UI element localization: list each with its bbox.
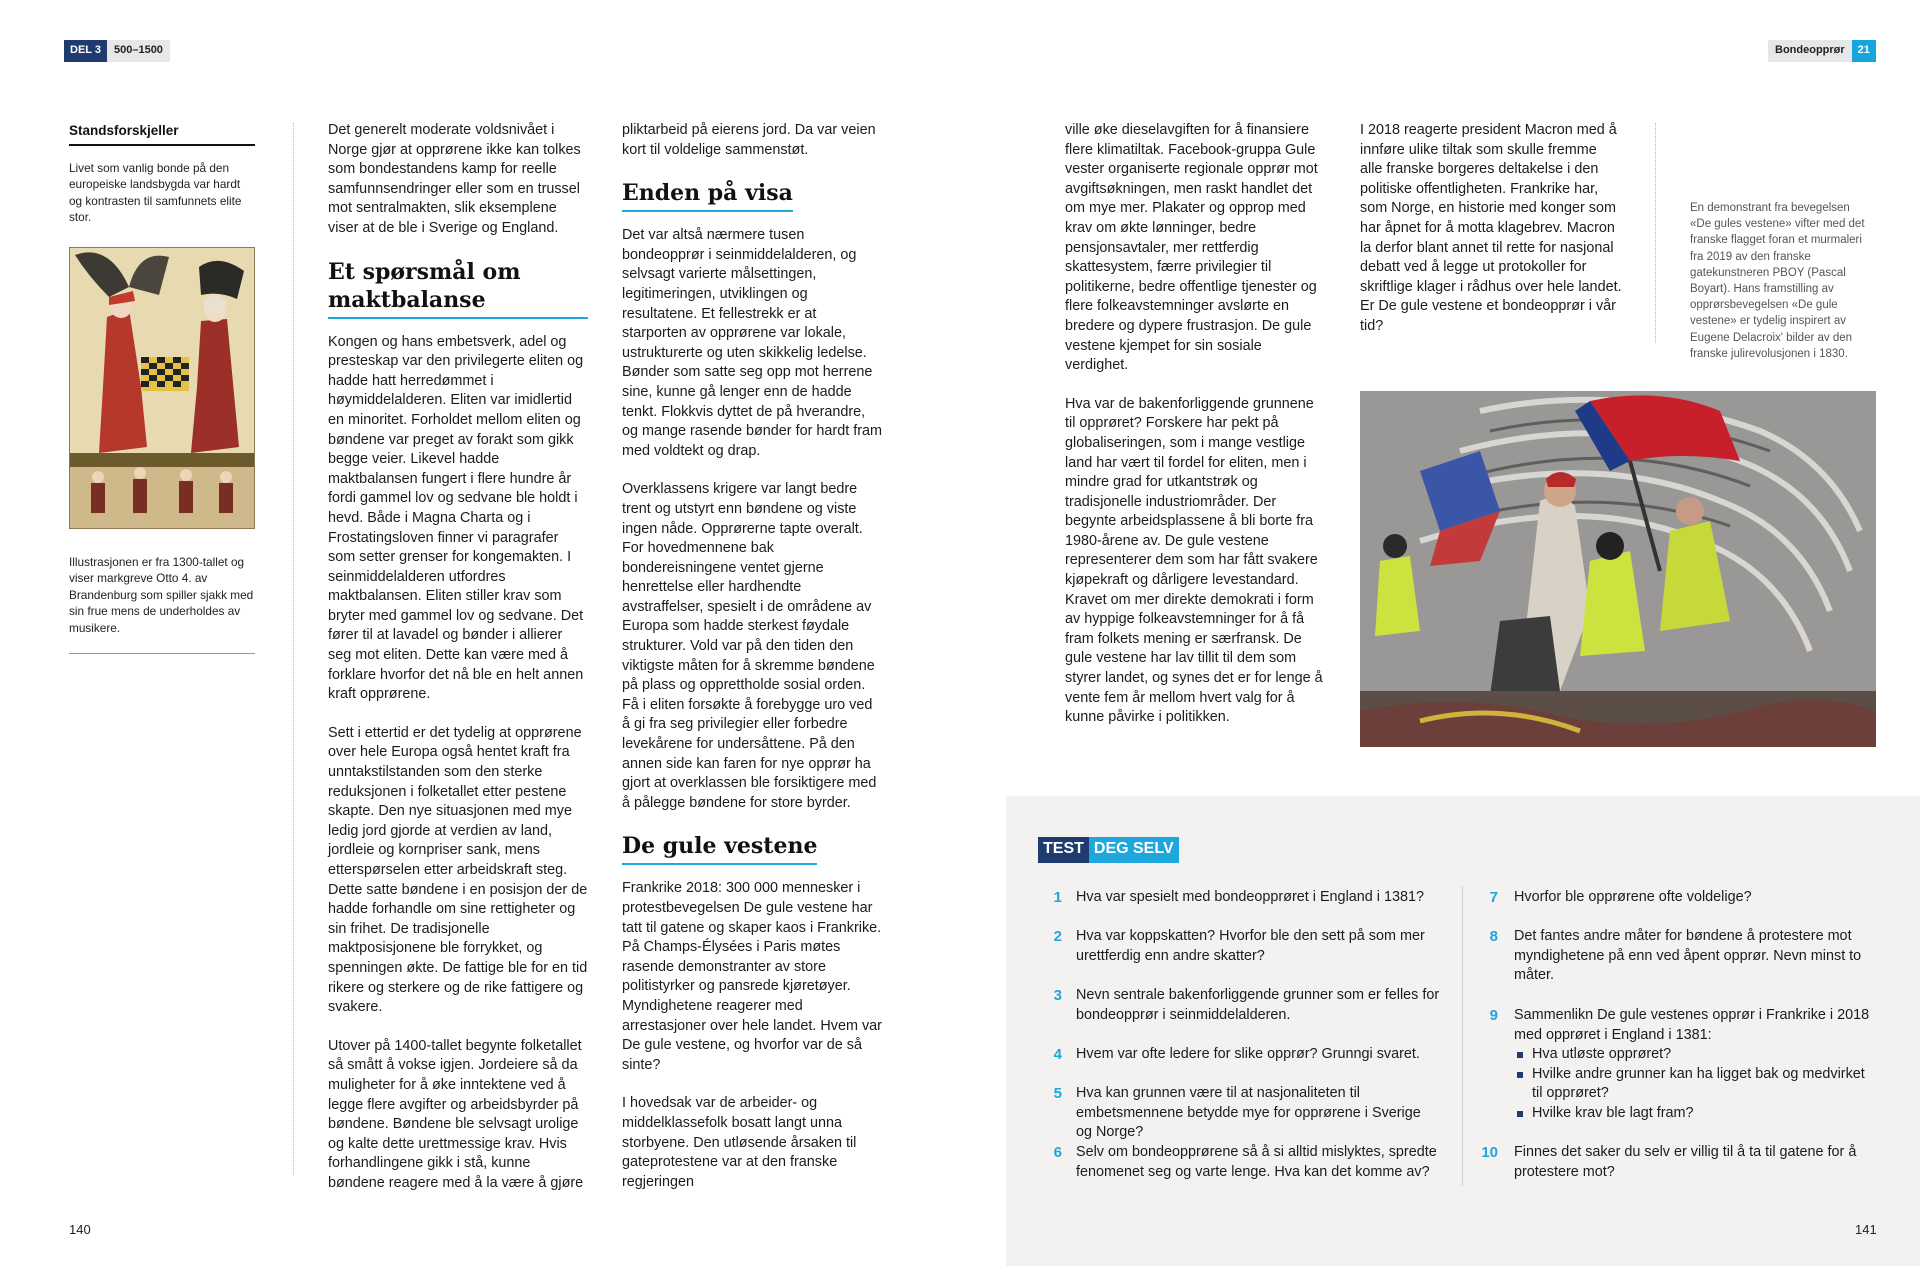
section-heading-maktbalanse: Et spørsmål om maktbalanse — [328, 258, 588, 319]
question-number: 7 — [1489, 889, 1498, 906]
paragraph: Overklassens krigere var langt bedre trent og utstyrt enn bøndene og viste ingen nåde. Opprørerne tapte overalt. For hovedmennene bak bondereisningene ventet gjerne henrettelse eller hardhendte avstraffelser, spesielt i de områdene av Europa som hadde sterkest føydale strukturer. Vold var på den tiden den viktigste måten for å skremme bøndene på plass og opprettholde sosial orden. Få i eliten forsøkte å forebygge uro ved å gi fra seg privilegier eller forbedre levekårene for undersåttene. På den annen side kan faren for nye opprør ha gjort at overklassen ble forsiktigere med å pålegge bøndene for store byrder. — [622, 481, 877, 811]
test-label-b: DEG SELV — [1089, 837, 1179, 863]
photo-caption: En demonstrant fra bevegelsen «De gules vestene» vifter med det franske flagget foran et murmaleri fra 2019 av den franske gatekunstneren PBOY (Pascal Boyart). Hans framstilling av opprørsbevegelsen «De gule vestene» er tydelig inspirert av Eugene Delacroix' bilder av den franske julirevolusjonen i 1830. — [1690, 202, 1865, 360]
illustration-caption: Illustrasjonen er fra 1300-tallet og viser markgreve Otto 4. av Brandenburg som spiller sjakk med sin frue mens de underholdes av musikere. — [69, 555, 254, 635]
question-number: 8 — [1489, 928, 1498, 945]
question-3 — [1040, 986, 1440, 1025]
caption-divider — [1655, 123, 1656, 343]
question-1 — [1040, 888, 1440, 908]
section-number: 21 — [1852, 40, 1876, 62]
question-number: 2 — [1053, 928, 1062, 945]
question-5 — [1040, 1084, 1440, 1143]
question-8 — [1470, 927, 1870, 986]
question-text: Det fantes andre måter for bøndene å protestere mot myndighetene på enn ved åpent opprør. Nevn minst to måter. — [1514, 928, 1862, 984]
section-title: Bondeopprør — [1768, 40, 1852, 62]
part-label: DEL 3 — [64, 40, 107, 62]
question-9 — [1470, 1006, 1870, 1124]
question-number: 5 — [1053, 1085, 1062, 1102]
protest-mural-image — [1360, 391, 1876, 747]
bullet-item: Hvilke krav ble lagt fram? — [1514, 1104, 1870, 1124]
test-label-a: TEST — [1038, 837, 1089, 863]
question-text: Selv om bondeopprørene så å si alltid mislyktes, spredte fenomenet seg og varte lenge. Hva kan det komme av? — [1076, 1144, 1437, 1180]
column-2 — [622, 121, 884, 1192]
bullet-item: Hvilke andre grunner kan ha ligget bak og medvirket til opprøret? — [1514, 1065, 1870, 1104]
sidebar — [69, 123, 255, 226]
question-text: Hva kan grunnen være til at nasjonaliteten til embetsmennene betydde mye for opprørene i Sverige og Norge? — [1076, 1085, 1421, 1141]
medieval-illustration — [69, 247, 255, 529]
chess-scene-image — [69, 247, 255, 529]
paragraph: ville øke dieselavgiften for å finansiere flere klimatiltak. Facebook-gruppa Gule vester organiserte regionale opprør mot avgiftsøkningen, men raskt handlet det om mye mer. Plakater og opprop med krav om økte lønninger, bedre pensjonsavtaler, mer rettferdig skattesystem, færre privilegier til politikerne, bedre offentlige tjenester og flere folkeavstemninger avslørte en bredere og dypere frustrasjon. De gule vestene kjempet for sin sosiale verdighet. — [1065, 122, 1318, 374]
test-label — [1038, 837, 1179, 863]
paragraph: Det generelt moderate voldsnivået i Norge gjør at opprørene ikke kan tolkes som bondestandens kamp for reelle samfunnsendringer eller som en trussel mot sentralmakten, slik eksemplene viser at de ble i Sverige og England. — [328, 122, 581, 236]
question-text: Hvem var ofte ledere for slike opprør? Grunngi svaret. — [1076, 1046, 1420, 1062]
column-1 — [328, 121, 588, 1194]
sidebar-bottom-rule — [69, 653, 255, 654]
paragraph: Utover på 1400-tallet begynte folketallet så smått å vokse igjen. Jordeiere så da muligheter for å øke inntektene ved å legge flere avgifter og arbeidsbyrder på bøndene. Bøndene ble selvsagt urolige og kalte dette urettmessige krav. Hvis forhandlingene gikk i stå, kunne bøndene reagere med å la være å gjøre — [328, 1037, 584, 1191]
period-label: 500–1500 — [107, 40, 170, 62]
gule-vestene-photo — [1360, 391, 1876, 747]
page-number-left: 140 — [69, 1222, 91, 1237]
question-9-bullets — [1514, 1045, 1870, 1123]
chapter-tag — [64, 40, 170, 62]
column-3 — [1065, 121, 1327, 728]
question-text: Nevn sentrale bakenforliggende grunner som er felles for bondeopprør i seinmiddelalderen. — [1076, 987, 1440, 1023]
section-heading-enden: Enden på visa — [622, 179, 793, 212]
question-4 — [1040, 1045, 1440, 1065]
question-number: 6 — [1053, 1144, 1062, 1161]
paragraph: I hovedsak var de arbeider- og middelklassefolk bosatt langt unna storbyene. Den utløsende årsaken til gateprotestene var at den franske regjeringen — [622, 1095, 857, 1190]
question-6 — [1040, 1143, 1440, 1182]
paragraph: I 2018 reagerte president Macron med å innføre ulike tiltak som skulle fremme alle franske borgeres deltakelse i den politiske offentligheten. Frankrike har, som Norge, en historie med konger som har åpnet for å motta klagebrev. Macron la derfor blant annet til rette for nasjonal debatt ved å legge ut protokoller for skriftlige klager i rådhus over hele landet. Er De gule vestene et bondeopprør i vår tid? — [1360, 122, 1622, 334]
question-text: Hvorfor ble opprørene ofte voldelige? — [1514, 889, 1752, 905]
paragraph: Det var altså nærmere tusen bondeopprør i seinmiddelalderen, og selvsagt varierte målsettingen, legitimeringen, utviklingen og resultatene. Et fellestrekk er at starporten av opprørene var lokale, ustrukturerte og uten skikkelig ledelse. Bønder som satte seg opp mot herrene sine, kunne gå lenger enn de hadde tenkt. Flokkvis dyttet de på hverandre, og mange rasende bønder for hardt fram med voldtekt og drap. — [622, 227, 882, 459]
section-heading-gule-vestene: De gule vestene — [622, 832, 817, 865]
paragraph: pliktarbeid på eierens jord. Da var veien kort til voldelige sammenstøt. — [622, 122, 876, 158]
paragraph: Kongen og hans embetsverk, adel og presteskap var den privilegerte eliten og hadde hatt herredømmet i høymiddelalderen. Eliten var imidlertid en minoritet. Forholdet mellom eliten og bøndene var preget av forakt som gikk begge veier. Likevel hadde maktbalansen fungert i flere hundre år fordi gammel lov og sedvane ble holdt i hevd. Både i Magna Charta og i Frostatingsloven finner vi paragrafer som setter grenser for kongemakten. I seinmiddelalderen utfordres maktbalansen. Eliten stiller krav som bryter med gammel lov og sedvane. Det fører til at lavadel og bønder i allierer seg mot eliten. Dette kan være med å forklare hvorfor det nå ble en helt annen kraft opprørene. — [328, 333, 584, 703]
question-7 — [1470, 888, 1870, 908]
bullet-item: Hva utløste opprøret? — [1514, 1045, 1870, 1065]
section-tag — [1768, 40, 1876, 62]
sidebar-intro: Livet som vanlig bonde på den europeiske landsbygda var hardt og kontrasten til samfunnets elite stor. — [69, 161, 242, 225]
question-number: 3 — [1053, 987, 1062, 1004]
column-4 — [1360, 121, 1622, 337]
column-divider — [293, 123, 294, 1175]
question-2 — [1040, 927, 1440, 966]
paragraph: Sett i ettertid er det tydelig at opprørene over hele Europa også hentet kraft fra unntakstilstanden som den sterke reduksjonen i folketallet etter pestene skapte. Den nye situasjonen med mye ledig jord gjorde at verdien av land, jordleie og kornpriser sank, mens etterspørselen etter arbeidskraft steg. Dette satte bøndene i en posisjon der de hadde forhandle om sine rettigheter og sin frihet. De tradisjonelle maktposisjonene ble forrykket, og spenningen økte. De fattige ble for en tid rikere og sterkere og de rike fattigere og svakere. — [328, 724, 588, 1016]
question-text: Sammenlikn De gule vestenes opprør i Frankrike i 2018 med opprøret i England i 1381: — [1514, 1007, 1870, 1043]
question-number: 1 — [1053, 889, 1062, 906]
page-number-right: 141 — [1855, 1222, 1877, 1237]
question-text: Hva var spesielt med bondeopprøret i England i 1381? — [1076, 889, 1424, 905]
question-10 — [1470, 1143, 1870, 1182]
paragraph: Hva var de bakenforliggende grunnene til opprøret? Forskere har pekt på globaliseringen, som i mange vestlige land har vært til fordel for eliten, men i mindre grad for utkantstrøk og tradisjonelle industriområder. Der begynte arbeidsplassene å bli borte fra 1980-årene av. De gule vestene representerer dem som har fått svakere kjøpekraft og dårligere levestandard. Kravet om mer direkte demokrati i form av hyppige folkeavstemninger for å få fram folkets mening er særfransk. De gule vestene har lav tillit til dem som styrer landet, og synes det er for lenge å vente fem år mellom hvert valg for å kunne påvirke i politikken. — [1065, 395, 1323, 726]
question-text: Finnes det saker du selv er villig til å ta til gatene for å protestere mot? — [1514, 1144, 1857, 1180]
sidebar-title: Standsforskjeller — [69, 123, 255, 146]
question-text: Hva var koppskatten? Hvorfor ble den sett på som mer urettferdig enn andre skatter? — [1076, 928, 1425, 964]
paragraph: Frankrike 2018: 300 000 mennesker i protestbevegelsen De gule vestene har tatt til gatene og skaper kaos i Frankrike. På Champs-Élysées i Paris møtes rasende demonstranter av store politistyrker og pansrede kjøretøyer. Myndighetene reagerer med arrestasjoner over hele landet. Hvem var De gule vestene, og hvorfor var de så sinte? — [622, 880, 882, 1073]
question-number: 10 — [1481, 1144, 1498, 1161]
question-number: 4 — [1053, 1046, 1062, 1063]
question-number: 9 — [1489, 1007, 1498, 1024]
test-divider — [1462, 886, 1463, 1186]
